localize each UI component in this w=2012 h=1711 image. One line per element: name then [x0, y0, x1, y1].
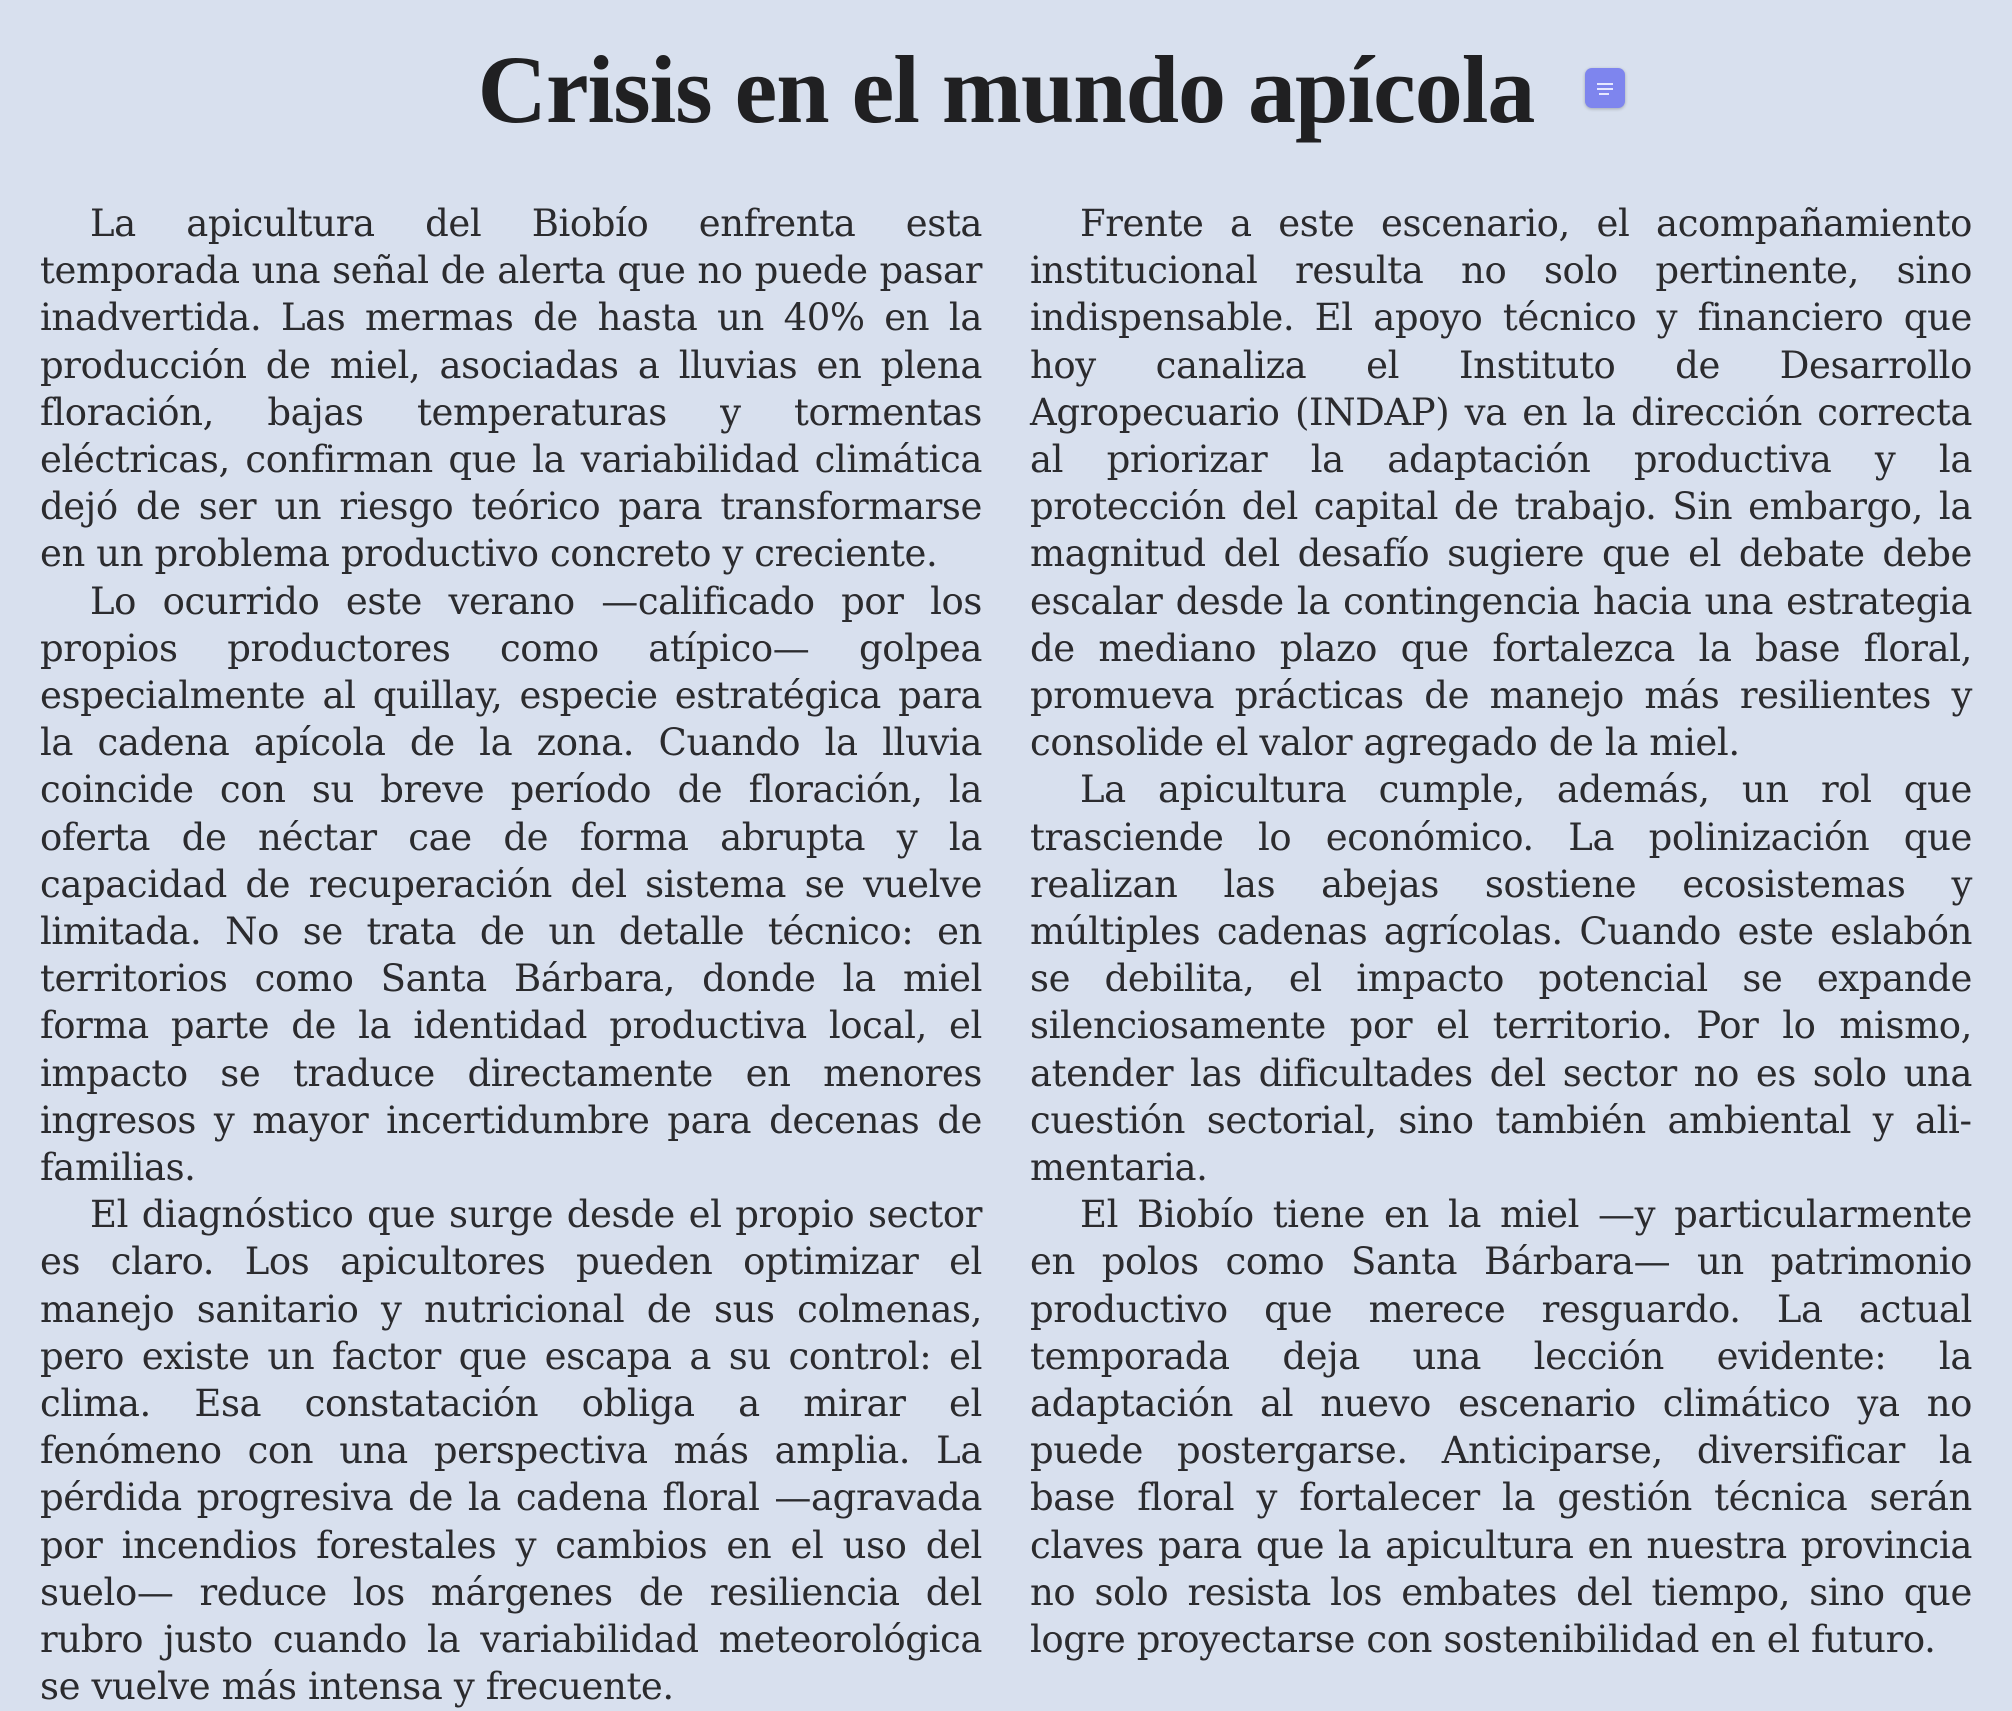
article-body	[40, 200, 1972, 1709]
paragraph: La apicultura cumple, además, un rol que trasciende lo económico. La polinización que realizan las abejas sostiene ecosistemas y múltiples cadenas agrícolas. Cuando este eslabón se debilita, el impacto potencial se expande silenciosamente por el territorio. Por lo mismo, atender las dificultades del sector no es solo una cuestión sectorial, sino también ambiental y alimentaria.	[1030, 768, 1972, 1190]
column-right	[1030, 200, 1972, 1662]
note-icon[interactable]	[1585, 68, 1625, 108]
paragraph: Lo ocurrido este verano —calificado por los propios productores como atípico— golpea especialmente al quillay, especie estratégica para la cadena apícola de la zona. Cuando la lluvia coincide con su breve período de floración, la oferta de néctar cae de forma abrupta y la capacidad de recuperación del sistema se vuelve limitada. No se trata de un detalle técnico: en territorios como Santa Bárbara, donde la miel forma parte de la identidad productiva local, el impacto se traduce directamente en menores ingresos y mayor incertidumbre para decenas de familias.	[40, 579, 982, 1190]
headline-container	[0, 30, 2012, 150]
paragraph: Frente a este escenario, el acompañamiento institucional resulta no solo pertinente, sino indispensable. El apoyo técnico y financiero que hoy canaliza el Instituto de Desarrollo Agropecuario (INDAP) va en la dirección correcta al priorizar la adaptación productiva y la protección del capital de trabajo. Sin embargo, la magnitud del desafío sugiere que el debate debe escalar desde la contingencia hacia una estrategia de mediano plazo que fortalezca la base floral, promueva prácticas de manejo más resilientes y consolide el valor agregado de la miel.	[1030, 202, 1972, 765]
article-title: Crisis en el mundo apícola	[477, 36, 1535, 143]
note-lines-icon	[1585, 68, 1625, 108]
paragraph: La apicultura del Biobío enfrenta esta temporada una señal de alerta que no puede pasar inadvertida. Las mermas de hasta un 40% en la producción de miel, asociadas a lluvias en plena floración, bajas temperaturas y tormentas eléctricas, confirman que la variabilidad climática dejó de ser un riesgo teórico para transformarse en un problema productivo concreto y creciente.	[40, 202, 982, 576]
paragraph: El Biobío tiene en la miel —y particularmente en polos como Santa Bárbara— un patrimonio productivo que merece resguardo. La actual temporada deja una lección evidente: la adaptación al nuevo escenario climático ya no puede postergarse. Anticiparse, diversificar la base floral y fortalecer la gestión técnica serán claves para que la apicultura en nuestra provincia no solo resista los embates del tiempo, sino que logre proyectarse con sostenibilidad en el futuro.	[1030, 1193, 1972, 1662]
column-left	[40, 200, 982, 1709]
paragraph: El diagnóstico que surge desde el propio sector es claro. Los apicultores pueden optimizar el manejo sanitario y nutricional de sus colmenas, pero existe un factor que escapa a su control: el clima. Esa constatación obliga a mirar el fenómeno con una perspectiva más amplia. La pérdida progresiva de la cadena floral —agravada por incendios forestales y cambios en el uso del suelo— reduce los márgenes de resiliencia del rubro justo cuando la variabilidad meteorológica se vuelve más intensa y frecuente.	[40, 1193, 982, 1709]
